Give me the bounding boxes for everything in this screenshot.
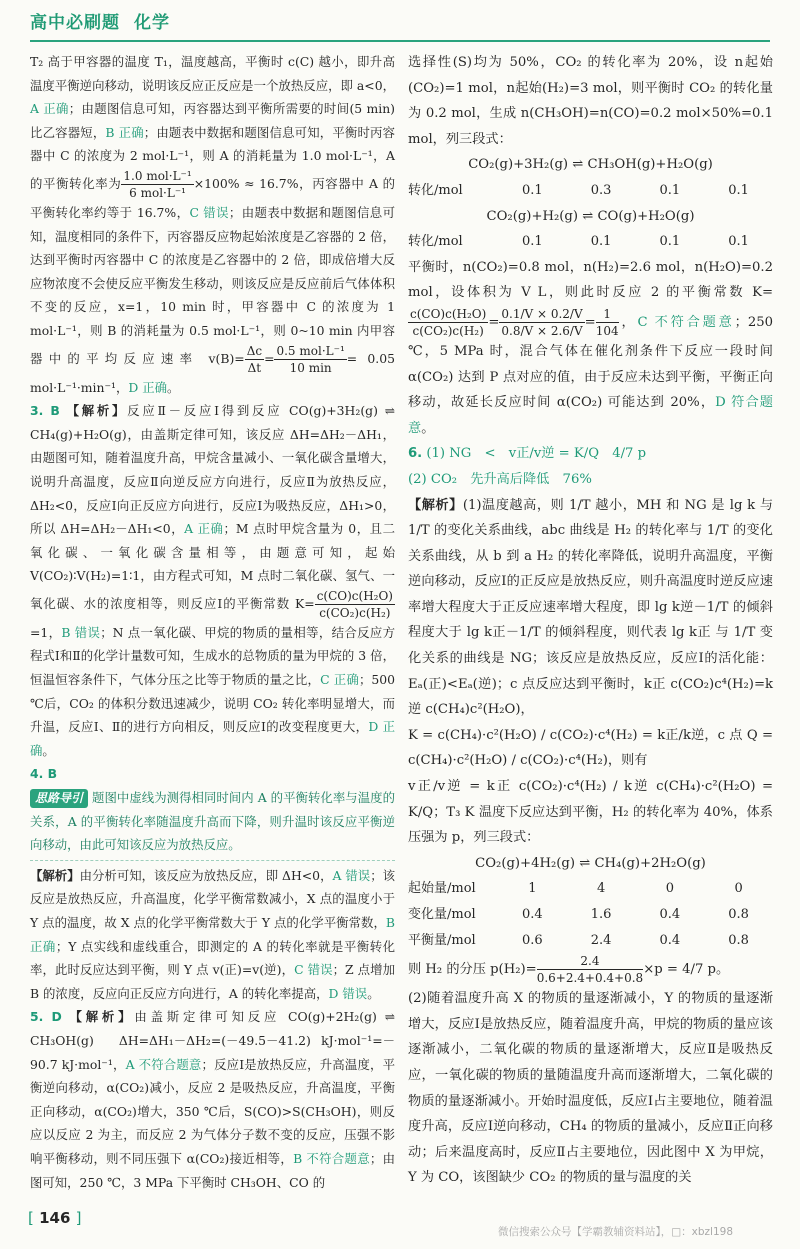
verdict: D 错误 [328, 985, 368, 1001]
verdict: A 正确 [30, 101, 69, 117]
equation-methanation: CO₂(g)+4H₂(g) ⇌ CH₄(g)+2H₂O(g) [475, 855, 706, 871]
verdict: C 不符合题意 [637, 314, 735, 330]
verdict: A 正确 [184, 521, 224, 537]
verdict: D 符合题意 [408, 395, 773, 436]
verdict: C 错误 [189, 204, 229, 220]
equilibrium-constant-text: 平衡时，n(CO₂)=0.8 mol，n(H₂)=2.6 mol，n(H₂O)=0.2 mol，设体积为 V L，则此时反应 2 的平衡常数 K= $\frac{\text{c(CO)c(H₂O)}}{\text{c(CO₂)c(H₂)}}$ = $\frac{0.1/V \times 0.2/V}{0.8/V \times 2.6/V}$ = $\frac{1}{104}$ ，C 不符合题意；250 ℃，5 MPa 时，混合气体在催化剂条件下反应一段时间 α(CO₂) 达到 P 点对应的值，由于反应未达到平衡，平衡正向移动，故延长反应时间 α(CO₂) 可能达到 20%，D 符合题意。 [408, 259, 773, 436]
equation-co: CO₂(g)+H₂(g) ⇌ CO(g)+H₂O(g) [486, 208, 695, 224]
question-number: 5. D [30, 1009, 62, 1025]
fraction: $\frac{\text{c(CO)c(H₂O)}}{\text{c(CO₂)c(H₂)}}$ [410, 306, 487, 338]
question-number: 4. B [30, 766, 58, 782]
q6-part-2: (2)随着温度升高 X 的物质的量逐渐减小，Y 的物质的量逐渐增大，反应Ⅰ是放热反应，随着温度升高，甲烷的物质的量应该逐渐减小，二氧化碳的物质的量逐渐增大，反应Ⅱ是吸热反应，一氧化碳的物质的量随温度升高而逐渐增大，二氧化碳的物质的量逐渐减小。开始时温度低，反应Ⅰ占主要地位，随着温度升高，反应Ⅰ逆向移动，CH₄ 的物质的量减小，反应Ⅱ正向移动；后来温度高时，反应Ⅱ占主要地位，因此图中 X 为甲烷，Y 为 CO，该图缺少 CO₂ 的物质的量与温度的关 [408, 991, 773, 1186]
answer-part-2: (2) CO₂ 先升高后降低 76% [408, 471, 592, 487]
page-number: [ 146 ] [28, 1209, 82, 1227]
q2-continuation: T₂ 高于甲容器的温度 T₁，温度越高，平衡时 c(C) 越小，即升高温度平衡逆向移动，说明该反应正反应是一个放热反应，即 a<0，A 正确；由题图信息可知，丙容器达到平衡所需要的时间(5 min)比乙容器短，B 正确；由题表中数据和题图信息可知，平衡时丙容器中 C 的浓度为 2 mol·L⁻¹，则 A 的消耗量为 1.0 mol·L⁻¹，A 的平衡转化率为 $\frac{\text{1.0 mol·L⁻¹}}{\text{6 mol·L⁻¹}}$ ×100% ≈ 16.7%，丙容器中 A 的平衡转化率约等于 16.7%，C 错误；由题表中数据和题图信息可知，温度相同的条件下，丙容器反应物起始浓度是乙容器的 2 倍，达到平衡时丙容器中 C 的浓度是乙容器中的 2 倍，即成倍增大反应物浓度不会使反应平衡发生移动，则该反应是反应前后气体体积不变的反应，x=1，10 min 时，甲容器中 C 的浓度为 1 mol·L⁻¹，则 B 的消耗量为 0.5 mol·L⁻¹，则 0~10 min 内甲容器中的平均反应速率 v(B)= $\frac{\Delta c}{\Delta t}$ = $\frac{\text{0.5 mol·L⁻¹}}{10 \min}$ = 0.05 mol·L⁻¹·min⁻¹，D 正确。 [30, 54, 396, 395]
equation-methanol: CO₂(g)+3H₂(g) ⇌ CH₃OH(g)+H₂O(g) [468, 157, 713, 173]
answer-part-1: (1) NG < v正/v逆 = K/Q 4/7 p [426, 446, 647, 462]
fraction: $\frac{0.1/V \times 0.2/V}{0.8/V \times 2.6/V}$ [501, 306, 583, 338]
q6-rate-ratio: v正/v逆 = k正 c(CO₂)·c⁴(H₂) / k逆 c(CH₄)·c²(H₂O) = K/Q；T₃ K 温度下反应达到平衡，H₂ 的转化率为 40%，体系压强为 p，列三段式： [408, 779, 773, 846]
watermark-text: 微信搜索公众号【学霸教辅资料站】，□：xbzl198 [498, 1226, 734, 1238]
fraction: $\frac{\text{c(CO)c(H₂O)}}{\text{c(CO₂)c(H₂)}}$ [316, 588, 393, 620]
partial-pressure: 则 H₂ 的分压 p(H₂)= $\frac{2.4}{0.6+2.4+0.4+0.8}$ ×p = 4/7 p。 [408, 954, 730, 986]
q6-answer-2 [408, 467, 773, 493]
verdict: A 错误 [332, 867, 371, 883]
analysis-tag: 【解析】 [66, 403, 128, 419]
analysis-tag: 【解析】 [30, 867, 80, 883]
question-number: 3. B [30, 403, 60, 419]
table-row: 变化量/mol 0.4 1.6 0.4 0.8 [408, 907, 749, 922]
verdict: C 正确 [320, 672, 359, 688]
header-rule [30, 40, 770, 42]
q6-k-expression: K = c(CH₄)·c²(H₂O) / c(CO₂)·c⁴(H₂) = k正/k逆，c 点 Q = c(CH₄)·c²(H₂O) / c(CO₂)·c⁴(H₂)，则有 [408, 727, 773, 769]
q3-answer: 3. B 【解析】反应Ⅱ－反应Ⅰ得到反应 CO(g)+3H₂(g) ⇌ CH₄(g)+H₂O(g)，由盖斯定律可知，该反应 ΔH=ΔH₂－ΔH₁，由题图可知，随着温度升高，甲烷含量减小、一氧化碳含量增大，说明升高温度，反应Ⅱ向逆反应方向进行，反应Ⅱ为放热反应，ΔH₂<0，反应Ⅰ向正反应方向进行，反应Ⅰ为吸热反应，ΔH₁>0，所以 ΔH=ΔH₂－ΔH₁<0，A 正确；M 点时甲烷含量为 0，且二氧化碳、一氧化碳含量相等，由题意可知，起始 V(CO₂)∶V(H₂)=1∶1，由方程式可知，M 点时二氧化碳、氢气、一氧化碳、水的浓度相等，则反应Ⅰ的平衡常数 K= $\frac{\text{c(CO)c(H₂O)}}{\text{c(CO₂)c(H₂)}}$ =1，B 错误；N 点一氧化碳、甲烷的物质的量相等，结合反应方程式Ⅰ和Ⅱ的化学计量数可知，生成水的总物质的量为甲烷的 3 倍，恒温恒容条件下，气体分压之比等于物质的量之比，C 正确；500 ℃后，CO₂ 的体积分数迅速减少，说明 CO₂ 转化率明显增大，而升温，反应Ⅰ、Ⅱ的进行方向相反，则反应Ⅰ的改变程度更大，D 正确。 [30, 403, 396, 758]
book-title [30, 8, 170, 33]
q4-answer [30, 762, 395, 786]
fraction: $\frac{\text{0.5 mol·L⁻¹}}{10 \min}$ [276, 343, 345, 375]
fraction: $\frac{2.4}{0.6+2.4+0.4+0.8}$ [536, 954, 644, 986]
ice-table-3 [408, 876, 773, 953]
fraction: $\frac{\Delta c}{\Delta t}$ [246, 343, 263, 375]
verdict: D 正确 [30, 719, 395, 758]
q6-answer [408, 441, 773, 467]
verdict: C 错误 [294, 962, 333, 978]
table-row: 转化/mol 0.1 0.3 0.1 0.1 [408, 182, 749, 198]
verdict: B 错误 [61, 624, 101, 640]
verdict: B 正确 [30, 915, 395, 954]
analysis-tag: 【解析】 [69, 1009, 135, 1025]
book-subject: 化学 [134, 13, 170, 33]
table-row: 转化/mol 0.1 0.1 0.1 0.1 [408, 234, 749, 250]
q5-answer: 5. D 【解析】由盖斯定律可知反应 CO(g)+2H₂(g) ⇌ CH₃OH(g) ΔH=ΔH₁－ΔH₂=(－49.5－41.2) kJ·mol⁻¹=－90.7 kJ·mol⁻¹，A 不符合题意；反应Ⅰ是放热反应，升高温度，平衡逆向移动，α(CO₂)减小，反应 2 是吸热反应，升高温度，平衡正向移动，α(CO₂)增大，350 ℃后，S(CO)>S(CH₃OH)，则反应以反应 2 为主，而反应 2 为气体分子数不变的反应，压强不影响平衡移动，则不同压强下 α(CO₂)接近相等，B 不符合题意；由图可知，250 ℃，3 MPa 下平衡时 CH₃OH、CO 的 [30, 1009, 395, 1190]
q4-analysis: 【解析】由分析可知，该反应为放热反应，即 ΔH<0，A 错误；该反应是放热反应，升高温度，化学平衡常数减小，X 点的温度小于 Y 点的温度，故 X 点的化学平衡常数大于 Y 点的化学平衡常数，B 正确；Y 点实线和虚线重合，即测定的 A 的转化率就是平衡转化率，此时反应达到平衡，则 Y 点 v(正)=v(逆)，C 错误；Z 点增加 B 的浓度，反应向正反应方向进行，A 的转化率提高，D 错误。 [30, 867, 396, 1001]
table-row: 起始量/mol 1 4 0 0 [408, 881, 743, 897]
table-row: 平衡量/mol 0.6 2.4 0.4 0.8 [408, 932, 749, 948]
guide-text: 题图中虚线为测得相同时间内 A 的平衡转化率与温度的关系，A 的平衡转化率随温度升高而下降，则升温时该反应平衡逆向移动，由此可知该反应为放热反应。 [30, 790, 395, 853]
fraction: $\frac{1}{104}$ [595, 306, 619, 338]
fraction: $\frac{\text{1.0 mol·L⁻¹}}{\text{6 mol·L⁻¹}}$ [123, 168, 192, 200]
thinking-guide [30, 786, 395, 861]
question-number: 6. [408, 446, 423, 462]
verdict: D 正确 [128, 379, 168, 395]
analysis-tag: 【解析】 [408, 497, 463, 513]
verdict: B 不符合题意 [293, 1150, 370, 1166]
page-header [0, 0, 800, 44]
q6-analysis: 【解析】(1)温度越高，则 1/T 越小，MH 和 NG 是 lg k 与 1/T 的变化关系曲线，abc 曲线是 H₂ 的转化率与 1/T 的变化关系曲线，从 b 到 a H₂ 的转化率降低，说明升高温度，平衡逆向移动，反应Ⅰ的正反应是放热反应，则升高温度时逆反应速率增大程度大于正反应速率增大程度，即 lg k逆－1/T 的倾斜程度大于 lg k正－1/T 的倾斜程度，则代表 lg k正 与 1/T 变化关系的曲线是 NG；该反应是放热反应，反应Ⅰ的活化能：Eₐ(正)<Eₐ(逆)；c 点反应达到平衡时，k正 c(CO₂)c⁴(H₂)=k逆 c(CH₄)c²(H₂O)， [408, 497, 774, 718]
verdict: B 正确 [105, 124, 144, 140]
q5-continuation: 选择性(S)均为 50%，CO₂ 的转化率为 20%，设 n起始(CO₂)=1 mol，n起始(H₂)=3 mol，则平衡时 CO₂ 的转化量为 0.2 mol，生成 n(CH₃OH)=n(CO)=0.2 mol×50%=0.1 mol，列三段式： [408, 55, 773, 147]
book-series: 高中必刷题 [30, 13, 120, 33]
left-column [30, 50, 395, 1194]
ice-table-1 [408, 178, 773, 204]
right-column [408, 50, 773, 1191]
guide-label: 思路导引 [30, 789, 88, 808]
verdict: A 不符合题意 [125, 1056, 202, 1072]
ice-table-2 [408, 229, 773, 255]
